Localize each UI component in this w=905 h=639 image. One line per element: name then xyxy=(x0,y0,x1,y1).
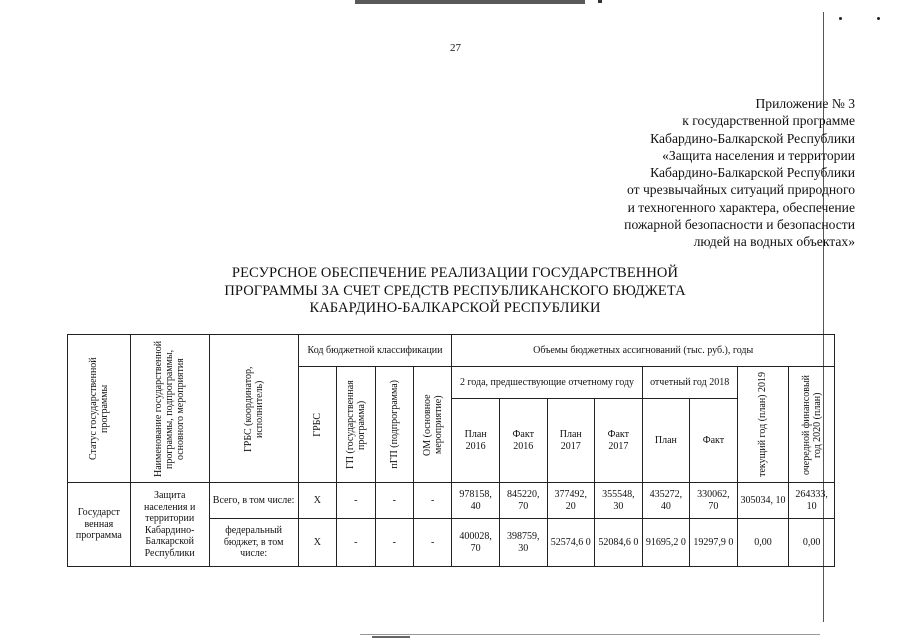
header-next-year: очередной финансовый год 2020 (план) xyxy=(789,367,835,483)
header-current-year: текущий год (план) 2019 xyxy=(737,367,789,483)
kbk-grbs-cell: X xyxy=(298,483,336,519)
header-plan-2017: План 2017 xyxy=(547,399,595,483)
document-title xyxy=(180,265,730,318)
value-cell: 0,00 xyxy=(789,519,835,567)
header-kbk-gp: ГП (государственная программа) xyxy=(337,367,375,483)
header-kbk-pgp: пГП (подпрограмма) xyxy=(375,367,413,483)
program-name-cell: Защита населения и территории Кабардино-Балкарской Республики xyxy=(130,483,209,567)
value-cell: 845220, 70 xyxy=(499,483,547,519)
table-row xyxy=(68,483,835,519)
title-line: КАБАРДИНО-БАЛКАРСКОЙ РЕСПУБЛИКИ xyxy=(309,300,601,316)
kbk-pgp-cell: - xyxy=(375,519,413,567)
header-plan-2018: План xyxy=(642,399,690,483)
scan-top-artifact xyxy=(355,0,585,4)
appendix-line: от чрезвычайных ситуаций природного xyxy=(627,182,855,198)
value-cell: 398759, 30 xyxy=(499,519,547,567)
header-status: Статус государственной программы xyxy=(68,335,131,483)
title-line: ПРОГРАММЫ ЗА СЧЕТ СРЕДСТВ РЕСПУБЛИКАНСКОГО БЮДЖЕТА xyxy=(224,282,686,299)
header-prev-years: 2 года, предшествующие отчетному году xyxy=(452,367,642,399)
header-kbk-group: Код бюджетной классификации xyxy=(298,335,452,367)
scan-bottom-artifact xyxy=(360,634,820,635)
value-cell: 264333, 10 xyxy=(789,483,835,519)
appendix-line: «Защита населения и территории xyxy=(662,147,855,163)
header-volumes-group: Объемы бюджетных ассигнований (тыс. руб.), годы xyxy=(452,335,835,367)
resource-table xyxy=(67,334,835,567)
header-kbk-grbs: ГРБС xyxy=(298,367,336,483)
status-cell: Государст венная программа xyxy=(68,483,131,567)
header-fact-2018: Факт xyxy=(690,399,738,483)
appendix-line: Приложение № 3 xyxy=(755,96,855,111)
value-cell: 0,00 xyxy=(737,519,789,567)
value-cell: 52574,6 0 xyxy=(547,519,595,567)
header-row xyxy=(68,335,835,367)
kbk-om-cell: - xyxy=(413,519,451,567)
kbk-grbs-cell: X xyxy=(298,519,336,567)
appendix-line: Кабардино-Балкарской Республики xyxy=(650,130,855,146)
appendix-line: пожарной безопасности и безопасности xyxy=(624,217,855,233)
value-cell: 330062, 70 xyxy=(690,483,738,519)
value-cell: 305034, 10 xyxy=(737,483,789,519)
value-cell: 435272, 40 xyxy=(642,483,690,519)
scan-top-mark xyxy=(598,0,602,3)
kbk-gp-cell: - xyxy=(337,483,375,519)
kbk-om-cell: - xyxy=(413,483,451,519)
appendix-line: и техногенного характера, обеспечение xyxy=(627,199,855,215)
row-label: Всего, в том числе: xyxy=(209,483,298,519)
kbk-pgp-cell: - xyxy=(375,483,413,519)
appendix-line: Кабардино-Балкарской Республики xyxy=(650,165,855,181)
value-cell: 978158, 40 xyxy=(452,483,500,519)
value-cell: 400028, 70 xyxy=(452,519,500,567)
scan-dot xyxy=(877,17,880,20)
value-cell: 19297,9 0 xyxy=(690,519,738,567)
value-cell: 52084,6 0 xyxy=(595,519,643,567)
appendix-block xyxy=(624,95,855,251)
header-grbs-executor: ГРБС (координатор, исполнитель) xyxy=(209,335,298,483)
value-cell: 377492, 20 xyxy=(547,483,595,519)
value-cell: 355548, 30 xyxy=(595,483,643,519)
title-line: РЕСУРСНОЕ ОБЕСПЕЧЕНИЕ РЕАЛИЗАЦИИ ГОСУДАРСТВЕННОЙ xyxy=(231,265,679,281)
header-kbk-om: ОМ (основное мероприятие) xyxy=(413,367,451,483)
scan-bottom-artifact xyxy=(372,636,410,638)
header-fact-2016: Факт 2016 xyxy=(499,399,547,483)
header-plan-2016: План 2016 xyxy=(452,399,500,483)
header-name: Наименование государственной программы, подпрограммы, основного мероприятия xyxy=(130,335,209,483)
appendix-line: к государственной программе xyxy=(682,113,855,129)
scan-dot xyxy=(839,17,842,20)
kbk-gp-cell: - xyxy=(337,519,375,567)
header-report-year: отчетный год 2018 xyxy=(642,367,737,399)
row-label: федеральный бюджет, в том числе: xyxy=(209,519,298,567)
value-cell: 91695,2 0 xyxy=(642,519,690,567)
header-fact-2017: Факт 2017 xyxy=(595,399,643,483)
appendix-line: людей на водных объектах» xyxy=(693,234,855,250)
